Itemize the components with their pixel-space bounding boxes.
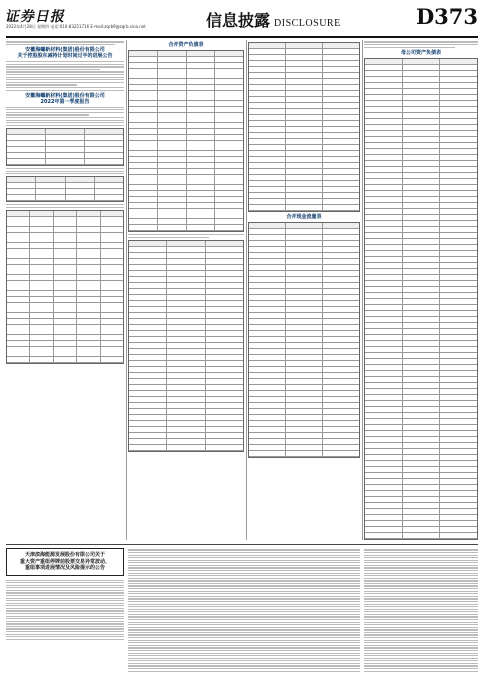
column-3 xyxy=(248,40,360,540)
data-table xyxy=(248,42,360,212)
newspaper-logo: 证券日报 xyxy=(4,9,68,25)
data-table xyxy=(6,176,124,202)
column-1 xyxy=(6,40,124,540)
bottom-column-2 xyxy=(128,548,360,694)
data-table xyxy=(128,50,244,232)
data-table xyxy=(248,222,360,458)
masthead xyxy=(6,6,478,36)
report-heading: 安徽海螺新材料(集团)股份有限公司 2022年第一季度报告 xyxy=(25,92,105,105)
data-table xyxy=(6,210,124,364)
table-heading: 母公司资产负债表 xyxy=(400,49,441,56)
column-divider xyxy=(246,40,247,540)
data-table xyxy=(364,58,478,540)
section-title xyxy=(206,8,341,31)
bottom-column-1 xyxy=(6,548,124,694)
bottom-column-3 xyxy=(364,548,478,694)
table-heading: 合并现金流量表 xyxy=(286,214,322,220)
data-table xyxy=(128,240,244,452)
data-table xyxy=(6,128,124,166)
section-title-en: DISCLOSURE xyxy=(274,18,341,29)
section-rule xyxy=(6,544,478,545)
issue-info: 2022年4月28日 星期四 电话:010-83251716 E-mail:zqrb9@zqrb.sina.net xyxy=(6,24,146,29)
column-divider xyxy=(362,40,363,540)
announcement-title: 天津滨海能源发展股份有限公司关于 重大资产重组停牌前股票交易异常波动、 重组事项进展情况及风险提示的公告 xyxy=(19,552,110,571)
column-divider xyxy=(126,40,127,540)
column-4 xyxy=(364,40,478,540)
masthead-rule xyxy=(6,36,478,38)
section-title-cn: 信息披露 xyxy=(206,11,271,30)
page-number: D373 xyxy=(415,4,478,29)
announcement-heading: 安徽海螺新材料(集团)股份有限公司 关于控股股东减持计划时间过半的进展公告 xyxy=(17,47,113,60)
announcement-title-box xyxy=(6,548,124,576)
table-heading: 合并资产负债表 xyxy=(168,42,204,48)
column-2 xyxy=(128,40,244,540)
